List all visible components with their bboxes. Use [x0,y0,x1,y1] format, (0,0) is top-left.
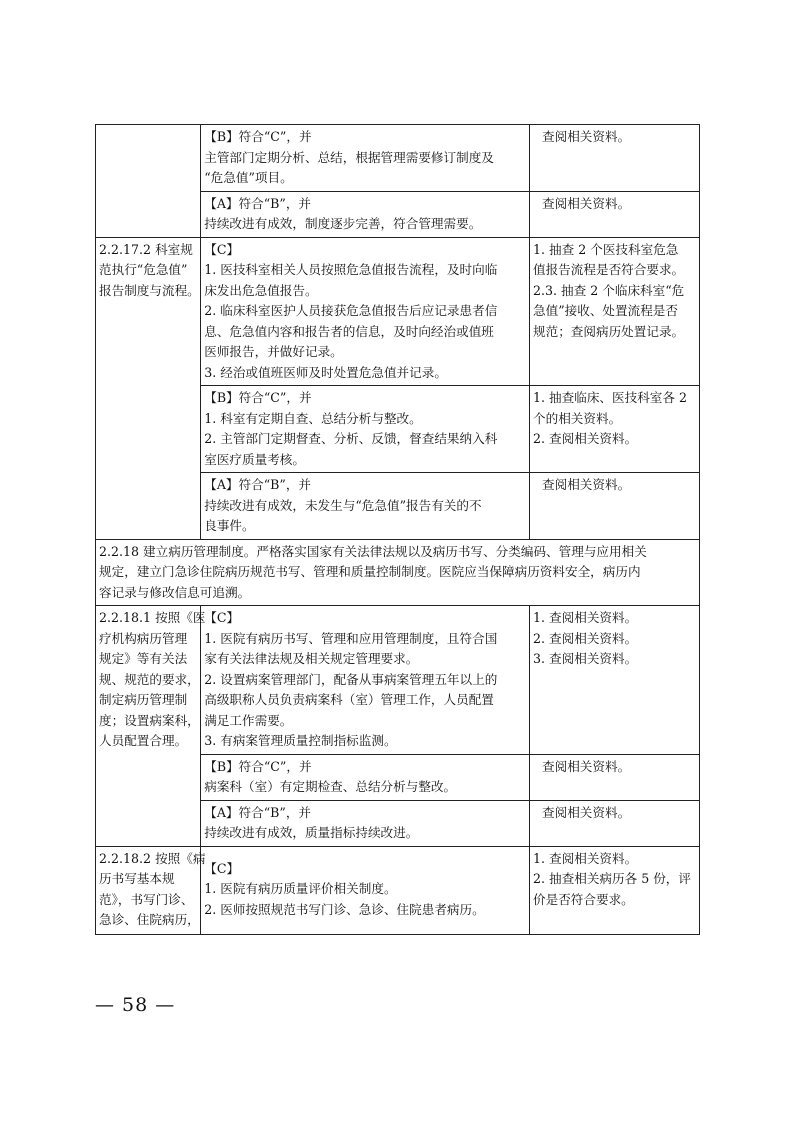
requirement-line: 息、危急值内容和报告者的信息，及时向经治或值班 [204,323,494,339]
check-method-cell [530,386,700,473]
criterion-label-cell [96,237,201,539]
check-method-text: 查阅相关资料。 [542,129,631,144]
requirement-line: 3. 经治或值班医师及时处置危急值并记录。 [204,364,447,380]
requirement-line: 主管部门定期分析、总结，根据管理需要修订制度及 [204,149,494,165]
criterion-label: 2.2.18.2 按照《病 [99,850,206,866]
level-b-cell [201,386,530,473]
level-c-cell [201,846,530,934]
check-method-text: 2. 查阅相关资料。 [533,431,638,446]
standards-table [95,124,700,935]
check-method-text: 查阅相关资料。 [542,804,631,820]
check-method-text: 查阅相关资料。 [542,758,631,774]
check-method-text: 规范；查阅病历处置记录。 [533,323,685,339]
requirement-line: 2. 设置病案管理部门，配备从事病案管理五年以上的 [204,671,498,687]
criterion-label-cell [96,846,206,934]
criterion-label: 规定》等有关法 [99,651,188,666]
requirement-line: 持续改进有成效，未发生与“危急值”报告有关的不 [204,497,482,513]
requirement-line: 病案科（室）有定期检查、总结分析与整改。 [204,779,457,794]
check-method-cell [530,846,700,934]
criterion-label-cell [96,606,206,847]
level-c-title: 【C】 [204,610,240,625]
criterion-label: 规、规范的要求， [99,671,200,687]
check-method-text: 1. 查阅相关资料。 [533,850,638,866]
criterion-label: 历书写基本规 [99,871,175,886]
requirement-line: 3. 有病案管理质量控制指标监测。 [204,733,397,748]
requirement-line: 2. 临床科室医护人员接获危急值报告后应记录患者信 [204,303,498,318]
requirement-line: 持续改进有成效，质量指标持续改进。 [204,825,419,840]
criterion-label: 人员配置合理。 [99,733,188,748]
requirement-line: 持续改进有成效，制度逐步完善，符合管理需要。 [204,216,482,231]
page-number: — 58 — [95,994,176,1016]
criterion-label: 急诊、住院病历， [99,912,200,927]
criterion-label-cell [96,125,201,238]
level-c-cell [201,237,530,386]
check-method-text: 1. 抽查临床、医技科室各 2 [533,390,687,405]
requirement-line: 1. 科室有定期自查、总结分析与整改。 [204,410,422,426]
check-method-cell [530,606,700,755]
requirement-line: 满足工作需要。 [204,712,293,728]
level-b-title: 【B】符合“C”，并 [204,129,312,144]
criterion-label: 度；设置病案科， [99,712,200,728]
level-a-cell [201,191,530,237]
check-method-text: 个的相关资料。 [533,410,622,426]
level-a-cell [201,800,530,846]
check-method-cell [530,191,700,237]
level-a-title: 【A】符合“B”，并 [204,195,312,211]
requirement-line: 室医疗质量考核。 [204,451,305,467]
criterion-label: 2.2.17.2 科室规 [99,241,193,257]
level-a-cell [201,473,530,540]
requirement-line: 医师报告，并做好记录。 [204,344,343,359]
section-heading-line: 容记录与修改信息可追溯。 [99,584,251,600]
criterion-label: 2.2.18.1 按照《医 [99,610,206,625]
check-method-cell [530,125,700,192]
requirement-line: 家有关法律法规及相关规定管理要求。 [204,651,419,666]
table-row [96,606,700,755]
check-method-text: 查阅相关资料。 [542,477,631,492]
criterion-label: 报告制度与流程。 [99,282,200,298]
requirement-line: 1. 医院有病历质量评价相关制度。 [204,881,397,896]
check-method-text: 1. 抽查 2 个医技科室危急 [533,241,679,257]
requirement-line: 良事件。 [204,518,255,533]
requirement-line: 2. 主管部门定期督查、分析、反馈，督查结果纳入科 [204,431,498,446]
requirement-line: 床发出危急值报告。 [204,282,318,298]
level-c-title: 【C】 [204,860,240,876]
check-method-text: 查阅相关资料。 [542,195,631,211]
check-method-cell [530,800,700,846]
criterion-label: 制定病历管理制 [99,692,188,707]
check-method-cell [530,237,700,386]
requirement-line: 1. 医技科室相关人员按照危急值报告流程，及时向临 [204,262,498,277]
requirement-line: 2. 医师按照规范书写门诊、急诊、住院患者病历。 [204,901,485,917]
requirement-line: 1. 医院有病历书写、管理和应用管理制度，且符合国 [204,630,498,646]
section-heading-cell [96,539,700,606]
criterion-label: 范执行“危急值” [99,262,188,277]
level-b-title: 【B】符合“C”，并 [204,758,312,774]
check-method-text: 急值”接收、处置流程是否 [533,303,678,318]
section-heading-line: 2.2.18 建立病历管理制度。严格落实国家有关法律法规以及病历书写、分类编码、管理与应用相关 [99,543,647,559]
requirement-line: 高级职称人员负责病案科（室）管理工作，人员配置 [204,692,494,707]
check-method-cell [530,473,700,540]
level-a-title: 【A】符合“B”，并 [204,477,312,492]
check-method-text: 2. 抽查相关病历各 5 份，评 [533,871,691,886]
level-c-cell [201,606,530,755]
check-method-text: 2. 查阅相关资料。 [533,630,638,646]
table-row [96,539,700,606]
level-b-cell [201,125,530,192]
table-row [96,846,700,934]
criterion-label: 疗机构病历管理 [99,630,188,646]
check-method-text: 值报告流程是否符合要求。 [533,262,685,277]
check-method-text: 价是否符合要求。 [533,891,634,907]
level-b-cell [201,754,530,800]
level-a-title: 【A】符合“B”，并 [204,804,312,820]
section-heading-line: 规定，建立门急诊住院病历规范书写、管理和质量控制制度。医院应当保障病历资料安全，病历内 [99,564,641,579]
check-method-text: 2.3. 抽查 2 个临床科室“危 [533,282,685,298]
level-b-title: 【B】符合“C”，并 [204,390,312,405]
criterion-label: 范》，书写门诊、 [99,891,194,907]
requirement-line: “危急值”项目。 [204,170,293,185]
check-method-text: 3. 查阅相关资料。 [533,651,638,666]
check-method-cell [530,754,700,800]
table-row [96,237,700,386]
level-c-title: 【C】 [204,241,240,257]
check-method-text: 1. 查阅相关资料。 [533,610,638,625]
table-row [96,125,700,192]
